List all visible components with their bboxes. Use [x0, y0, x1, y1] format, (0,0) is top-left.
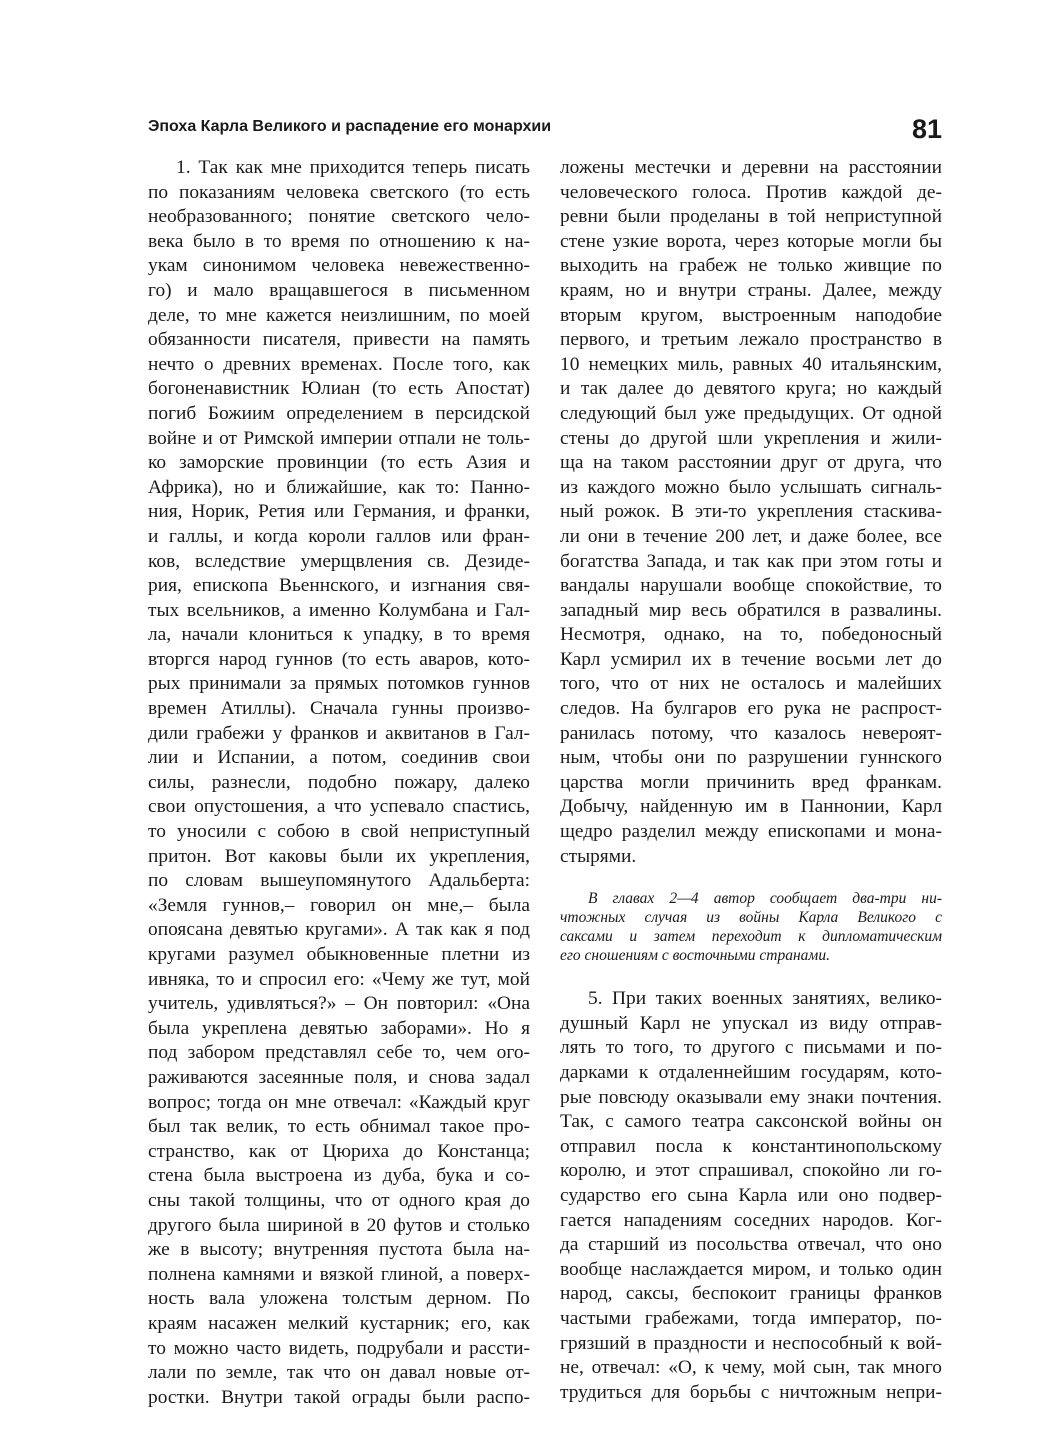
- text-line: тых всельников, а именно Колумбана и Гал-: [148, 599, 530, 621]
- running-head: Эпоха Карла Великого и распадение его монархии: [148, 118, 552, 135]
- text-line: следов. На булгаров его рука не распрост-: [560, 698, 942, 720]
- left-column: [148, 156, 530, 1410]
- text-line: времен Атиллы). Сначала гунны произво-: [148, 698, 530, 720]
- text-line: лии и Испании, а потом, соединив свои: [148, 747, 530, 769]
- text-line: В главах 2—4 автор сообщает два-три ни-: [588, 890, 942, 908]
- text-line: рые повсюду оказывали ему знаки почтения.: [560, 1086, 942, 1108]
- text-line: ли они в течение 200 лет, и даже более, все: [560, 525, 942, 547]
- text-line: погиб Божиим определением в персидской: [148, 402, 530, 424]
- text-line: странство, как от Цюриха до Констанца;: [148, 1140, 530, 1162]
- text-line: да старший из посольства отвечал, что оно: [560, 1234, 942, 1256]
- text-line: Несмотря, однако, на то, победоносный: [560, 624, 942, 646]
- text-line: под забором представлял себе то, чем ого-: [148, 1042, 530, 1064]
- text-line: ков, вследствие умерщвления св. Дезиде-: [148, 550, 530, 572]
- text-line: его сношениям с восточными странами.: [560, 947, 830, 965]
- text-line: свои опустошения, а что успевало спастись,: [148, 796, 530, 818]
- text-line: Так, с самого театра саксонской войны он: [560, 1111, 942, 1133]
- text-line: рия, епископа Вьеннского, и изгнания свя-: [148, 575, 530, 597]
- text-line: то можно часто видеть, подрубали и рассти-: [148, 1337, 530, 1359]
- text-line: вандалы нарушали вообще спокойствие, то: [560, 575, 942, 597]
- text-line: отправил посла к константинопольскому: [560, 1135, 942, 1157]
- text-line: ный рожок. В эти-то укрепления стаскива-: [560, 501, 942, 523]
- text-line: укам синонимом человека невежественно-: [148, 255, 530, 277]
- text-line: ивняка, то и спросил его: «Чему же тут, мой: [148, 968, 530, 990]
- text-line: краям насажен мелкий кустарник; его, как: [148, 1312, 530, 1334]
- text-line: частыми грабежами, тогда император, по-: [560, 1307, 942, 1329]
- text-line: следующий был уже предыдущих. От одной: [560, 402, 942, 424]
- text-line: 5. При таких военных занятиях, велико-: [588, 988, 942, 1010]
- page-number: 81: [911, 114, 942, 144]
- text-line: дили грабежи у франков и аквитанов в Гал-: [148, 722, 530, 744]
- text-line: душный Карл не упускал из виду отправ-: [560, 1012, 942, 1034]
- text-line: ла, начали клониться к упадку, в то время: [148, 624, 530, 646]
- text-line: раживаются засеянные поля, и снова задал: [148, 1066, 530, 1088]
- text-line: богоненавистник Юлиан (то есть Апостат): [148, 378, 530, 400]
- text-line: первого, и третьим лежало пространство в: [560, 329, 942, 351]
- text-line: опоясана девятью кругами». А так как я под: [148, 919, 530, 941]
- text-line: стена была выстроена из дуба, бука и со-: [148, 1165, 530, 1187]
- text-line: лали по земле, так что он давал новые от-: [148, 1362, 530, 1384]
- text-line: по показаниям человека светского (то есть: [148, 181, 530, 203]
- text-line: щедро разделил между епископами и мона-: [560, 821, 942, 843]
- text-line: богатства Запада, и так как при этом готы и: [560, 550, 942, 572]
- text-line: вопрос; тогда он мне отвечал: «Каждый круг: [148, 1091, 530, 1113]
- text-line: по словам вышеупомянутого Адальберта:: [148, 870, 530, 892]
- text-line: сны такой толщины, что от одного края до: [148, 1189, 530, 1211]
- text-line: кругами разумел обыкновенные плетни из: [148, 944, 530, 965]
- text-line: го) и мало вращавшегося в письменном: [148, 279, 530, 301]
- text-line: Африка), но и ближайшие, как то: Панно-: [148, 476, 530, 498]
- text-line: вообще наслаждается миром, и только один: [560, 1258, 942, 1280]
- text-line: Карл усмирил их в течение восьми лет до: [560, 648, 942, 670]
- text-line: из каждого можно было услышать сигналь-: [560, 476, 942, 498]
- text-line: века было в то время по отношению к на-: [148, 230, 530, 252]
- text-line: стене узкие ворота, через которые могли бы: [560, 230, 942, 252]
- text-line: стены до другой шли укрепления и жили-: [560, 427, 942, 449]
- text-line: ложены местечки и деревни на расстоянии: [560, 157, 942, 178]
- text-line: Добычу, найденную им в Паннонии, Карл: [560, 796, 942, 818]
- text-line: не, отвечал: «О, к чему, мой сын, так много: [560, 1357, 942, 1379]
- text-line: рых принимали за прямых потомков гуннов: [148, 673, 530, 695]
- text-line: обязанности писателя, привести на память: [148, 329, 530, 351]
- text-line: войне и от Римской империи отпали не толь-: [148, 427, 530, 449]
- text-line: западный мир весь обратился в развалины.: [560, 599, 942, 621]
- text-line: полнена камнями и вязкой глиной, а поверх-: [148, 1263, 530, 1285]
- text-line: выходить на грабеж не только живщие по: [560, 255, 942, 277]
- text-line: 1. Так как мне приходится теперь писать: [176, 157, 530, 178]
- text-line: необразованного; понятие светского чело-: [148, 206, 530, 228]
- text-line: была укреплена девятью заборами». Но я: [148, 1017, 530, 1039]
- text-line: того, что от них не осталось и малейших: [560, 673, 942, 695]
- right-column: [560, 156, 942, 1405]
- text-line: царства могли причинить вред франкам.: [560, 771, 942, 793]
- text-line: ным, чтобы они по разрушении гуннского: [560, 747, 942, 769]
- text-line: гается нападениям соседних народов. Ког-: [560, 1209, 942, 1231]
- text-line: другого была шириной в 20 футов и столько: [148, 1214, 530, 1236]
- text-line: силы, разнесли, подобно пожару, далеко: [148, 771, 530, 793]
- text-line: трудиться для борьбы с ничтожным непри-: [560, 1381, 942, 1403]
- text-line: притон. Вот каковы были их укрепления,: [148, 845, 530, 867]
- text-line: саксами и затем переходит к дипломатическим: [560, 928, 942, 946]
- text-line: краям, но и внутри страны. Далее, между: [560, 279, 942, 301]
- text-line: был так велик, то есть обнимал такое про-: [148, 1116, 530, 1138]
- text-line: же в высоту; внутренняя пустота была на-: [148, 1239, 530, 1261]
- text-line: и так далее до девятого круга; но каждый: [560, 378, 942, 400]
- text-line: вторым кругом, выстроенным наподобие: [560, 304, 942, 326]
- text-line: 10 немецких миль, равных 40 итальянским,: [560, 353, 942, 375]
- text-line: и галлы, и когда короли галлов или фран-: [148, 525, 530, 547]
- text-line: ща на таком расстоянии друг от друга, что: [560, 452, 942, 474]
- text-line: ревни были проделаны в той неприступной: [560, 206, 942, 228]
- text-line: человеческого голоса. Против каждой де-: [560, 181, 942, 203]
- text-line: ния, Норик, Ретия или Германия, и франки,: [148, 501, 530, 523]
- text-line: дарками к отдаленнейшим государям, кото-: [560, 1062, 942, 1083]
- text-line: ростки. Внутри такой ограды были распо-: [148, 1386, 530, 1408]
- text-line: то уносили с собою в свой неприступный: [148, 821, 530, 843]
- text-line: грязший в праздности и неспособный к вой-: [560, 1332, 942, 1354]
- text-line: деле, то мне кажется неизлишним, по моей: [148, 304, 530, 326]
- right-column-top: [560, 156, 942, 869]
- text-line: ранилась потому, что казалось невероят-: [560, 722, 942, 744]
- editorial-note: [560, 889, 942, 965]
- text-line: ко заморские провинции (то есть Азия и: [148, 452, 530, 474]
- text-line: ность вала уложена толстым дерном. По: [148, 1288, 530, 1310]
- text-line: вторгся народ гуннов (то есть аваров, кото-: [148, 648, 530, 670]
- right-column-bottom: [560, 987, 942, 1405]
- page-header: [148, 114, 942, 144]
- text-line: «Земля гуннов,– говорил он мне,– была: [148, 894, 530, 916]
- text-line: лять то того, то другого с письмами и по-: [560, 1037, 942, 1059]
- text-line: стырями.: [560, 845, 637, 867]
- text-line: чтожных случая из войны Карла Великого с: [560, 909, 942, 927]
- text-line: учитель, удивляться?» – Он повторил: «Она: [148, 993, 530, 1015]
- text-line: королю, и этот спрашивал, спокойно ли го-: [560, 1160, 942, 1182]
- text-line: народ, саксы, беспокоит границы франков: [560, 1283, 942, 1305]
- text-line: нечто о древних временах. После того, как: [148, 353, 530, 375]
- text-line: сударство его сына Карла или оно подвер-: [560, 1184, 942, 1206]
